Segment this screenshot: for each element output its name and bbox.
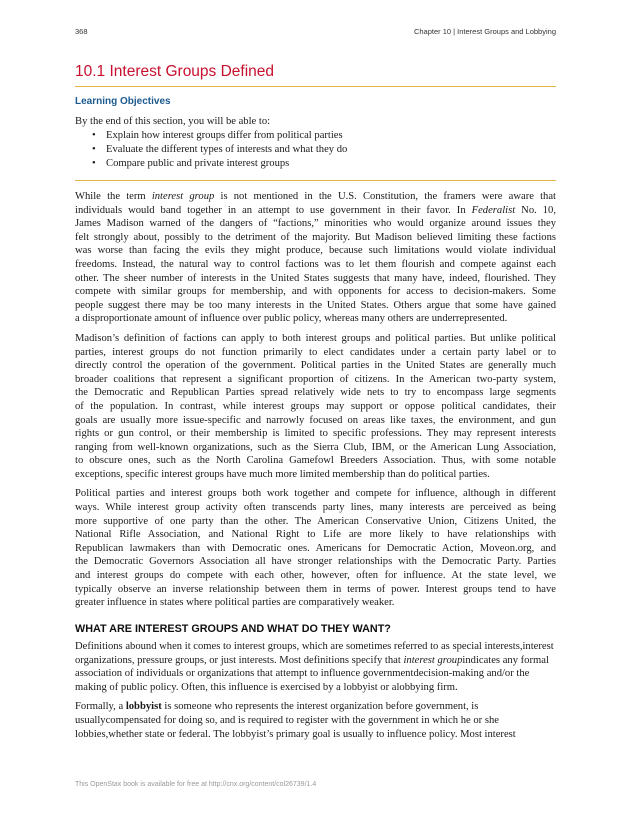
bullet-icon: • bbox=[92, 158, 96, 169]
text-line: and interest groups do compete with each other, however, often for influence. At the state level, we bbox=[75, 570, 556, 582]
text-line: National Rifle Association, and National Right to Life are more likely to have relationships with bbox=[75, 529, 556, 541]
page-number: 368 bbox=[75, 27, 88, 36]
text-line: indicates any formal association of individuals or organizations that attempt to influence government bbox=[75, 654, 549, 680]
text-line: the Democratic Governors Association all have stronger relationships with the Democratic Party. Parties bbox=[75, 556, 556, 568]
text-line: While the term interest group is not mentioned in the U.S. Constitution, the framers were aware that bbox=[75, 191, 556, 202]
text-line: Formally, a lobbyist is someone who represents the interest organization before government, is usually bbox=[75, 701, 479, 726]
text-line: to obscure ones, such as the North Carolina Gamefowl Breeders Association. Thus, with some notable bbox=[75, 455, 556, 467]
text-line: greater influence in states where political parties are comparatively weaker. bbox=[75, 597, 395, 609]
text-line: Republican lawmakers than with Democratic ones. Americans for Democratic Action, Moveon.org, and bbox=[75, 542, 556, 554]
text-line: James Madison warned of the dangers of “factions,” minorities who would organize around issues they bbox=[75, 218, 556, 230]
text-line: exceptions, specific interest groups have much more limited membership than do political parties. bbox=[75, 468, 490, 480]
key-term: lobbyist bbox=[125, 701, 162, 713]
subsection-body bbox=[75, 640, 556, 747]
paragraph bbox=[75, 487, 556, 609]
text-line: Definitions abound when it comes to interest groups, which are sometimes referred to as special interests, bbox=[75, 641, 523, 652]
text-line: directly control the operation of the government. Political parties in the United States are generally much bbox=[75, 360, 556, 372]
bullet-icon: • bbox=[92, 130, 96, 141]
list-item bbox=[92, 129, 347, 143]
text-line: other. The sheer number of interests in the United States suggests that many have, indeed, flourished. They bbox=[75, 272, 556, 284]
text-line: ranging from well-known organizations, such as the Sierra Club, IBM, or the American Lung Association, bbox=[75, 441, 556, 453]
emphasis-term: interest group bbox=[403, 654, 463, 666]
text-line: a disproportionate amount of influence over public policy, whereas many others are underrepresented. bbox=[75, 313, 508, 325]
text-line: ways. While interest group activity often transcends party lines, many interests are perceived as being bbox=[75, 502, 556, 514]
text-line: typically observe an inverse relationship between them in terms of power. Interest groups tend to have bbox=[75, 583, 556, 595]
text-line: compensated for doing so, and is required to register with the government in which he or she lobbies, bbox=[75, 714, 499, 740]
footer-note: This OpenStax book is available for free at http://cnx.org/content/col26739/1.4 bbox=[75, 781, 317, 788]
title-divider bbox=[75, 86, 556, 87]
paragraph bbox=[75, 640, 556, 694]
learning-objectives-heading: Learning Objectives bbox=[75, 96, 171, 107]
list-item bbox=[92, 143, 347, 157]
text-line: whether state or federal. The lobbyist’s primary goal is usually to influence policy. Most interest bbox=[108, 728, 516, 740]
objective-text: Compare public and private interest groups bbox=[106, 158, 290, 169]
list-item bbox=[92, 157, 347, 171]
text-line: interest organizations, pressure groups, or just interests. Most definitions specify that interest group bbox=[75, 641, 554, 666]
text-line: people suggest there may be too many interests in the United States. Others argue that some have gained bbox=[75, 299, 556, 311]
text-line: parties, interest groups do not function primarily to elect candidates under a certain party label or to bbox=[75, 346, 556, 358]
section-body bbox=[75, 190, 556, 616]
objective-text: Explain how interest groups differ from political parties bbox=[106, 130, 343, 141]
text-line: the Democratic and Republican Parties spread relatively wide nets to try to encompass large segments bbox=[75, 387, 556, 399]
paragraph bbox=[75, 332, 556, 482]
learning-objectives-list bbox=[92, 129, 347, 171]
text-line: Madison’s definition of factions can apply to both interest groups and political parties. But unlike political bbox=[75, 332, 556, 344]
text-line: decision-making and/or the making of public policy. Often, this influence is exercised by a lobbyist or a bbox=[75, 668, 530, 693]
section-title: 10.1 Interest Groups Defined bbox=[75, 63, 275, 80]
text-line: individuals would band together in an attempt to use government in their favor. In Federalist No. 10, bbox=[75, 204, 556, 216]
objective-text: Evaluate the different types of interests and what they do bbox=[106, 144, 348, 155]
text-line: broader coalitions that represent a significant proportion of citizens. In the American two-party system, bbox=[75, 373, 556, 385]
objectives-divider bbox=[75, 180, 556, 181]
text-line: freedoms. Instead, the natural way to control factions was to let them flourish and compete against each bbox=[75, 258, 556, 270]
text-line: compete with similar groups for membership, and with opponents for access to decision-makers. Some bbox=[75, 286, 556, 298]
text-line: more supportive of one party than the other. The American Conservative Union, Citizens United, the bbox=[75, 515, 556, 527]
paragraph bbox=[75, 700, 556, 741]
emphasis-term: interest group bbox=[151, 191, 215, 202]
text-line: was worse than facing the evils they might produce, because such limitations would violate individual bbox=[75, 245, 556, 257]
bullet-icon: • bbox=[92, 144, 96, 155]
paragraph bbox=[75, 190, 556, 326]
text-line: of the population. In contrast, while interest groups may support or oppose political candidates, their bbox=[75, 400, 556, 412]
emphasis-term: Federalist bbox=[471, 204, 516, 216]
text-line: Political parties and interest groups both work together and compete for influence, although in different bbox=[75, 488, 556, 500]
text-line: goals are usually more issue-specific and narrowly focused on areas like taxes, the environment, and gun bbox=[75, 414, 556, 426]
text-line: felt strongly about, possibly to the detriment of the majority. But Madison believed limiting these factions bbox=[75, 231, 556, 243]
running-header: Chapter 10 | Interest Groups and Lobbying bbox=[413, 27, 556, 36]
text-line: rights or gun control, or their membership is limited to specific professions. They may represent interests bbox=[75, 428, 556, 440]
subsection-heading: WHAT ARE INTEREST GROUPS AND WHAT DO THEY WANT? bbox=[75, 623, 391, 635]
text-line: lobbying firm. bbox=[396, 681, 458, 693]
learning-objectives-intro: By the end of this section, you will be able to: bbox=[75, 116, 271, 127]
